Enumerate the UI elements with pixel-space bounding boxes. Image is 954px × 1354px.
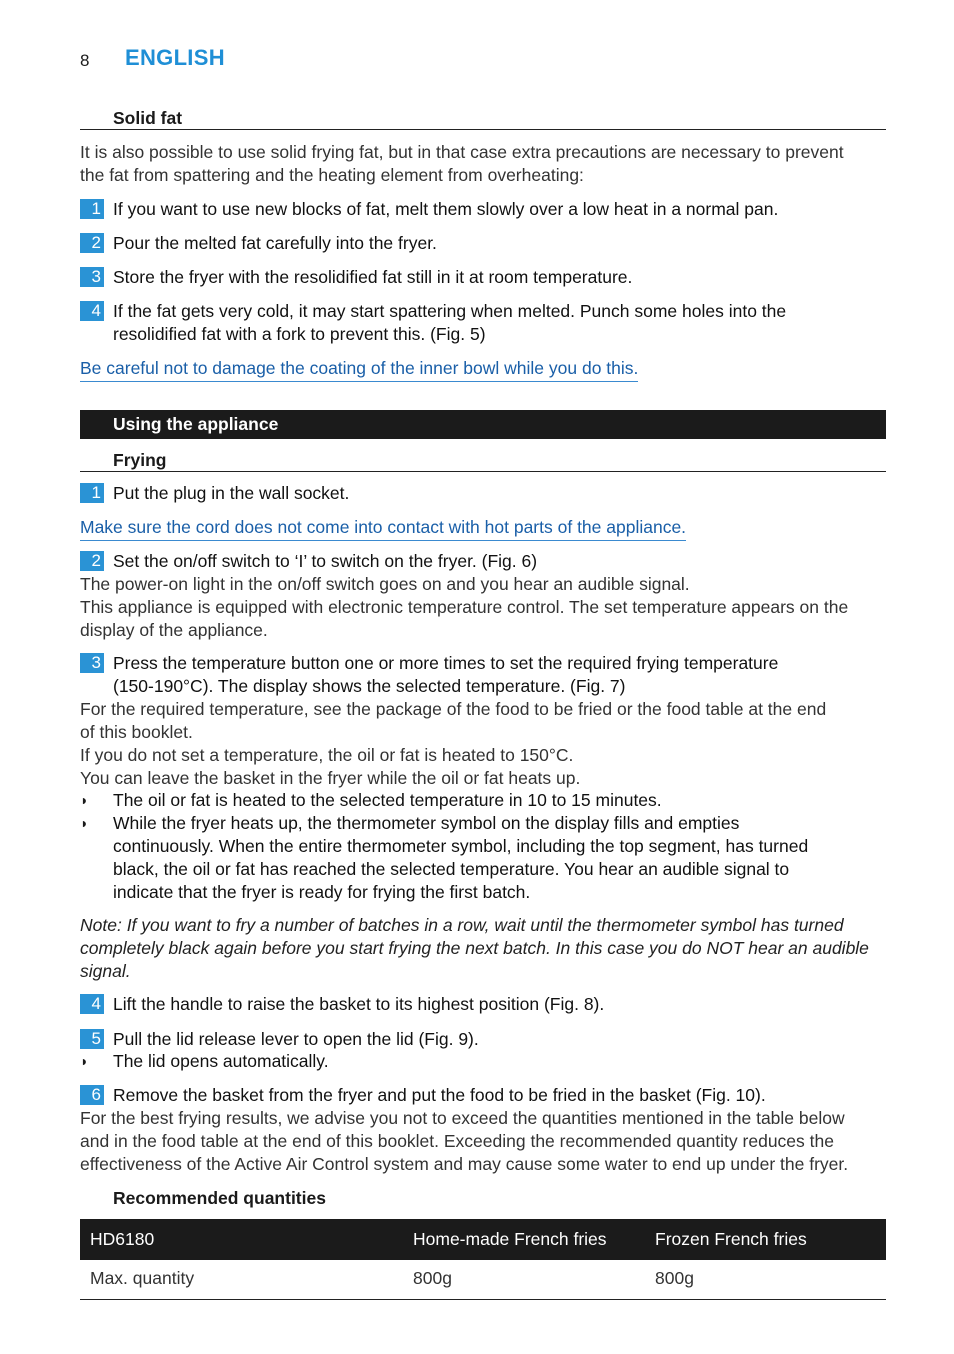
step-notes <box>80 1107 888 1176</box>
caution-text: Make sure the cord does not come into contact with hot parts of the appliance. <box>80 516 686 541</box>
step-notes <box>80 698 888 790</box>
text-line: It is also possible to use solid frying fat, but in that case extra precautions are necessary to prevent <box>80 142 844 162</box>
quantities-heading: Recommended quantities <box>113 1188 326 1208</box>
step-text: Press the temperature button one or more times to set the required frying temperature <box>113 653 779 673</box>
step-text: Put the plug in the wall socket. <box>113 483 350 503</box>
step-text: Pull the lid release lever to open the lid (Fig. 9). <box>113 1029 479 1049</box>
text-line: and in the food table at the end of this booklet. Exceeding the recommended quantity reduces the <box>80 1131 834 1151</box>
step-notes <box>80 573 888 642</box>
section-heading: Solid fat <box>113 108 183 128</box>
step-text: Remove the basket from the fryer and put the food to be fried in the basket (Fig. 10). <box>113 1085 766 1105</box>
bullet-icon: ◗ <box>80 792 89 808</box>
step-item <box>80 232 886 255</box>
step-item <box>80 550 886 573</box>
text-line: The power-on light in the on/off switch goes on and you hear an audible signal. <box>80 574 690 594</box>
step-number: 5 <box>80 1029 104 1049</box>
caution-text: Be careful not to damage the coating of the inner bowl while you do this. <box>80 357 638 382</box>
bullet-item <box>80 1050 886 1073</box>
step-item <box>80 482 886 505</box>
text-line: signal. <box>80 961 131 981</box>
text-line: display of the appliance. <box>80 620 268 640</box>
text-line: This appliance is equipped with electronic temperature control. The set temperature appears on the <box>80 597 849 617</box>
bullet-item <box>80 789 886 812</box>
text-line: of this booklet. <box>80 722 193 742</box>
bullet-text: The lid opens automatically. <box>113 1051 329 1071</box>
bullet-icon: ◗ <box>80 815 89 831</box>
solid-fat-intro <box>80 141 888 187</box>
bullet-text: black, the oil or fat has reached the selected temperature. You hear an audible signal to <box>113 859 790 879</box>
subsection-heading: Frying <box>113 450 167 470</box>
subsection-frying <box>80 449 886 472</box>
bullet-icon: ◗ <box>80 1053 89 1069</box>
step-number: 1 <box>80 199 104 219</box>
step-item <box>80 198 886 221</box>
bullet-text: continuously. When the entire thermometer symbol, including the top segment, has turned <box>113 836 809 856</box>
step-text: If you want to use new blocks of fat, melt them slowly over a low heat in a normal pan. <box>113 199 779 219</box>
text-line: For the best frying results, we advise you not to exceed the quantities mentioned in the table below <box>80 1108 845 1128</box>
table-cell: Max. quantity <box>90 1268 195 1288</box>
step-item <box>80 300 886 346</box>
step-text: resolidified fat with a fork to prevent this. (Fig. 5) <box>113 324 486 344</box>
section-heading: Using the appliance <box>113 414 279 434</box>
text-line: the fat from spattering and the heating element from overheating: <box>80 165 584 185</box>
bullet-text: While the fryer heats up, the thermometer symbol on the display fills and empties <box>113 813 740 833</box>
step-number: 4 <box>80 301 104 321</box>
step-number: 2 <box>80 551 104 571</box>
page-number: 8 <box>80 51 90 70</box>
table-header-cell: Home-made French fries <box>413 1229 607 1249</box>
text-line: Note: If you want to fry a number of batches in a row, wait until the thermometer symbol has turned <box>80 915 844 935</box>
table-header-cell: HD6180 <box>90 1229 155 1249</box>
step-item <box>80 652 886 698</box>
step-text: Set the on/off switch to ‘I’ to switch on the fryer. (Fig. 6) <box>113 551 538 571</box>
step-number: 4 <box>80 994 104 1014</box>
step-text: (150-190°C). The display shows the selected temperature. (Fig. 7) <box>113 676 626 696</box>
step-number: 1 <box>80 483 104 503</box>
table-cell: 800g <box>413 1268 452 1288</box>
table-cell: 800g <box>655 1268 694 1288</box>
step-item <box>80 993 886 1016</box>
text-line: If you do not set a temperature, the oil or fat is heated to 150°C. <box>80 745 574 765</box>
section-solid-fat <box>80 107 886 130</box>
text-line: For the required temperature, see the package of the food to be fried or the food table at the end <box>80 699 827 719</box>
step-item <box>80 1028 886 1051</box>
table-header-cell: Frozen French fries <box>655 1229 807 1249</box>
step-text: Lift the handle to raise the basket to its highest position (Fig. 8). <box>113 994 605 1014</box>
text-line: You can leave the basket in the fryer while the oil or fat heats up. <box>80 768 581 788</box>
step-item <box>80 1084 886 1107</box>
step-text: Pour the melted fat carefully into the fryer. <box>113 233 437 253</box>
step-number: 2 <box>80 233 104 253</box>
section-using-appliance <box>80 410 886 439</box>
bullet-text: indicate that the fryer is ready for frying the first batch. <box>113 882 531 902</box>
step-text: If the fat gets very cold, it may start spattering when melted. Punch some holes into the <box>113 301 787 321</box>
table-header-row <box>80 1219 886 1260</box>
note-text <box>80 914 886 983</box>
language-heading: ENGLISH <box>125 45 225 70</box>
text-line: completely black again before you start frying the next batch. In this case you do NOT hear an audible <box>80 938 869 958</box>
step-item <box>80 266 886 289</box>
bullet-item <box>80 812 886 904</box>
step-number: 6 <box>80 1085 104 1105</box>
step-number: 3 <box>80 267 104 287</box>
step-text: Store the fryer with the resolidified fat still in it at room temperature. <box>113 267 633 287</box>
step-number: 3 <box>80 653 104 673</box>
bullet-text: The oil or fat is heated to the selected temperature in 10 to 15 minutes. <box>113 790 662 810</box>
text-line: effectiveness of the Active Air Control system and may cause some water to end up under the fryer. <box>80 1154 849 1174</box>
table-row <box>80 1260 886 1300</box>
